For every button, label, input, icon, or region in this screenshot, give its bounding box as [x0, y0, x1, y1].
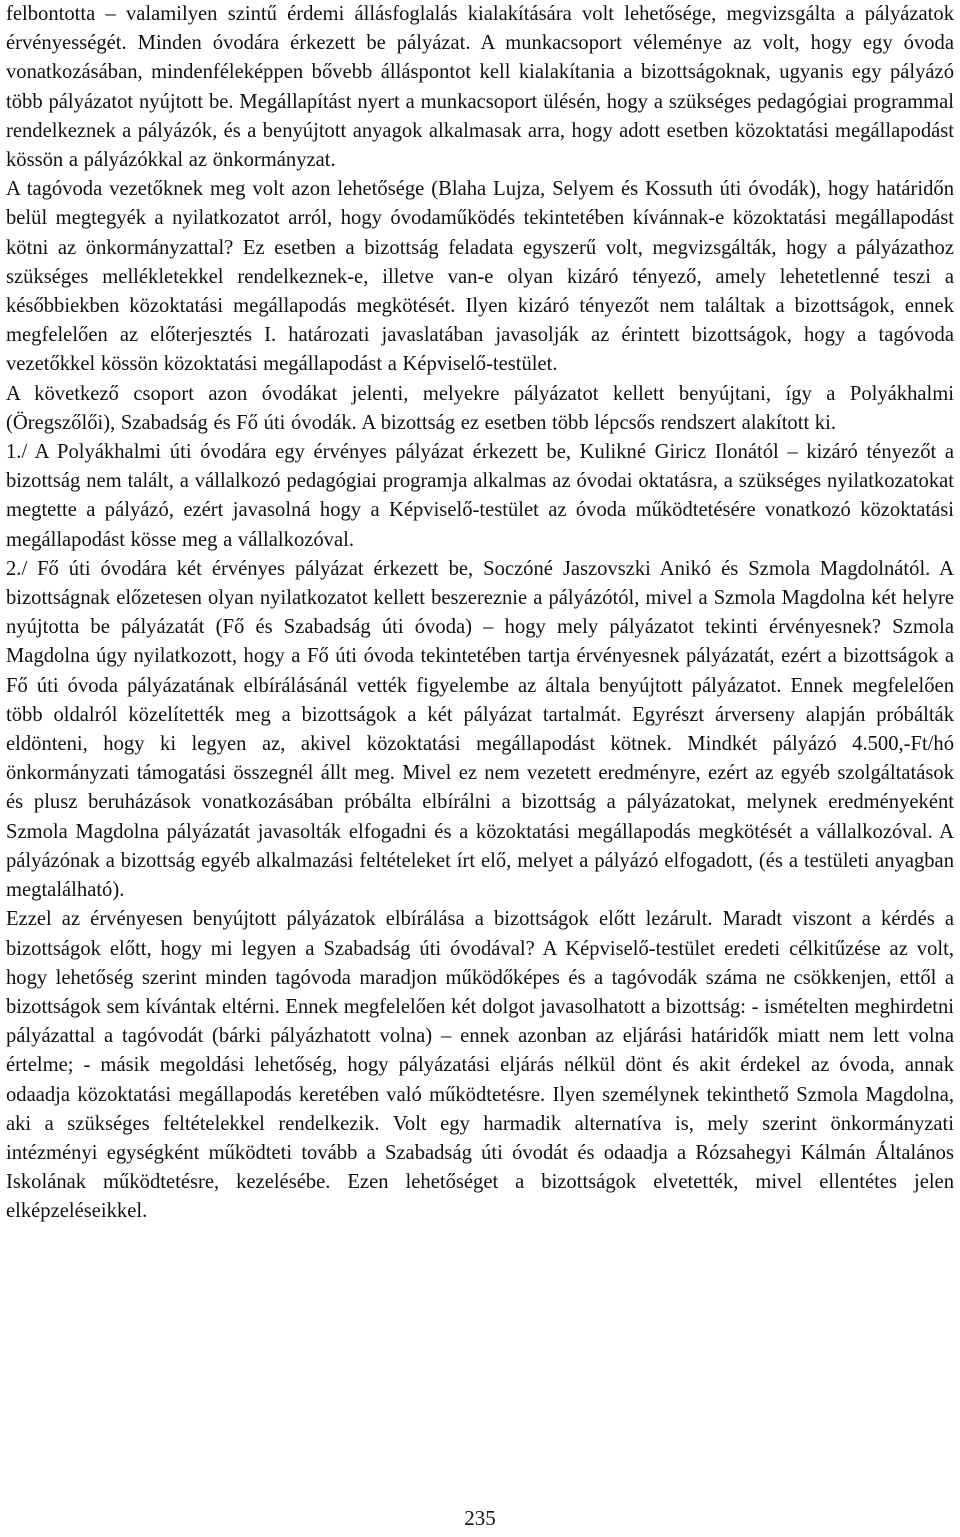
paragraph-6: Ezzel az érvényesen benyújtott pályázatok elbírálása a bizottságok előtt lezárult. Maradt viszont a kérdés a bizottságok előtt, hogy mi legyen a Szabadság úti óvodával? A Képviselő-testület eredeti célkitűzése az volt, hogy lehetőség szerint minden tagóvoda maradjon működőképes és a tagóvodák száma ne csökkenjen, ettől a bizottságok sem kívántak eltérni. Ennek megfelelően két dolgot javasolhatott a bizottság: - ismételten meghirdetni pályázattal a tagóvodát (bárki pályázhatott volna) – ennek azonban az eljárási határidők miatt nem lett volna értelme; - másik megoldási lehetőség, hogy pályázatási eljárás nélkül dönt és akit érdekel az óvoda, annak odaadja közoktatási megállapodás keretében való működtetésre. Ilyen személynek tekinthető Szmola Magdolna, aki a szükséges feltételekkel rendelkezik. Volt egy harmadik alternatíva is, mely szerint önkormányzati intézményi egységként működteti tovább a Szabadság úti óvodát és odaadja a Rózsahegyi Kálmán Általános Iskolának működtetésre, kezelésébe. Ezen lehetőséget a bizottságok elvetették, mivel ellentétes jelen elképzeléseikkel. [6, 908, 954, 1223]
paragraph-1: felbontotta – valamilyen szintű érdemi állásfoglalás kialakítására volt lehetősége, megvizsgálta a pályázatok érvényességét. Minden óvodára érkezett be pályázat. A munkacsoport véleménye az volt, hogy egy óvoda vonatkozásában, mindenféleképpen bővebb álláspontot kell kialakítania a bizottságoknak, ugyanis egy pályázó több pályázatot nyújtott be. Megállapítást nyert a munkacsoport ülésén, hogy a szükséges pedagógiai programmal rendelkeznek a pályázók, és a benyújtott anyagok alkalmasak arra, hogy adott esetben közoktatási megállapodást kössön a pályázókkal az önkormányzat. [6, 3, 954, 172]
document-body [6, 0, 954, 1227]
page-number: 235 [464, 1506, 496, 1530]
paragraph-5: 2./ Fő úti óvodára két érvényes pályázat érkezett be, Soczóné Jaszovszki Anikó és Szmola Magdolnától. A bizottságnak előzetesen olyan nyilatkozatot kellett beszereznie a pályázótól, mivel a Szmola Magdolna két helyre nyújtotta be pályázatát (Fő és Szabadság úti óvoda) – hogy mely pályázatot tekinti érvényesnek? Szmola Magdolna úgy nyilatkozott, hogy a Fő úti óvoda tekintetében tartja érvényesnek pályázatát, ezért a bizottságok a Fő úti óvoda pályázatának elbírálásánál vették figyelembe az általa benyújtott pályázatot. Ennek megfelelően több oldalról közelítették meg a bizottságok a két pályázat tartalmát. Egyrészt árverseny alapján próbálták eldönteni, hogy ki legyen az, akivel közoktatási megállapodást kötnek. Mindkét pályázó 4.500,-Ft/hó önkormányzati támogatási összegnél állt meg. Mivel ez nem vezetett eredményre, ezért az egyéb szolgáltatások és plusz beruházások vonatkozásában próbálta elbírálni a bizottság a pályázatokat, melynek eredményeként Szmola Magdolna pályázatát javasolták elfogadni és a közoktatási megállapodás megkötését a vállalkozóval. A pályázónak a bizottság egyéb alkalmazási feltételeket írt elő, melyet a pályázó elfogadott, (és a testületi anyagban megtalálható). [6, 557, 954, 902]
paragraph-3: A következő csoport azon óvodákat jelenti, melyekre pályázatot kellett benyújtani, így a Polyákhalmi (Öregszőlői), Szabadság és Fő úti óvodák. A bizottság ez esetben több lépcsős rendszert alakított ki. [6, 382, 954, 434]
paragraph-2: A tagóvoda vezetőknek meg volt azon lehetősége (Blaha Lujza, Selyem és Kossuth úti óvodák), hogy határidőn belül megtegyék a nyilatkozatot arról, hogy óvodaműködés tekintetében kívánnak-e közoktatási megállapodást kötni az önkormányzattal? Ez esetben a bizottság feladata egyszerű volt, megvizsgálták, hogy a pályázathoz szükséges mellékletekkel rendelkeznek-e, illetve van-e olyan kizáró tényező, amely lehetetlenné teszi a későbbiekben közoktatási megállapodás megkötését. Ilyen kizáró tényezőt nem találtak a bizottságok, ennek megfelelően az előterjesztés I. határozati javaslatában javasolják az érintett bizottságok, hogy a tagóvoda vezetőkkel kössön közoktatási megállapodást a Képviselő-testület. [6, 178, 954, 376]
paragraph-4: 1./ A Polyákhalmi úti óvodára egy érvényes pályázat érkezett be, Kulikné Giricz Ilonától – kizáró tényezőt a bizottság nem talált, a vállalkozó pedagógiai programja alkalmas az óvodai oktatásra, a szükséges nyilatkozatokat megtette a pályázó, ezért javasolná hogy a Képviselő-testület az óvoda működtetésére vonatkozó közoktatási megállapodást kösse meg a vállalkozóval. [6, 441, 954, 551]
